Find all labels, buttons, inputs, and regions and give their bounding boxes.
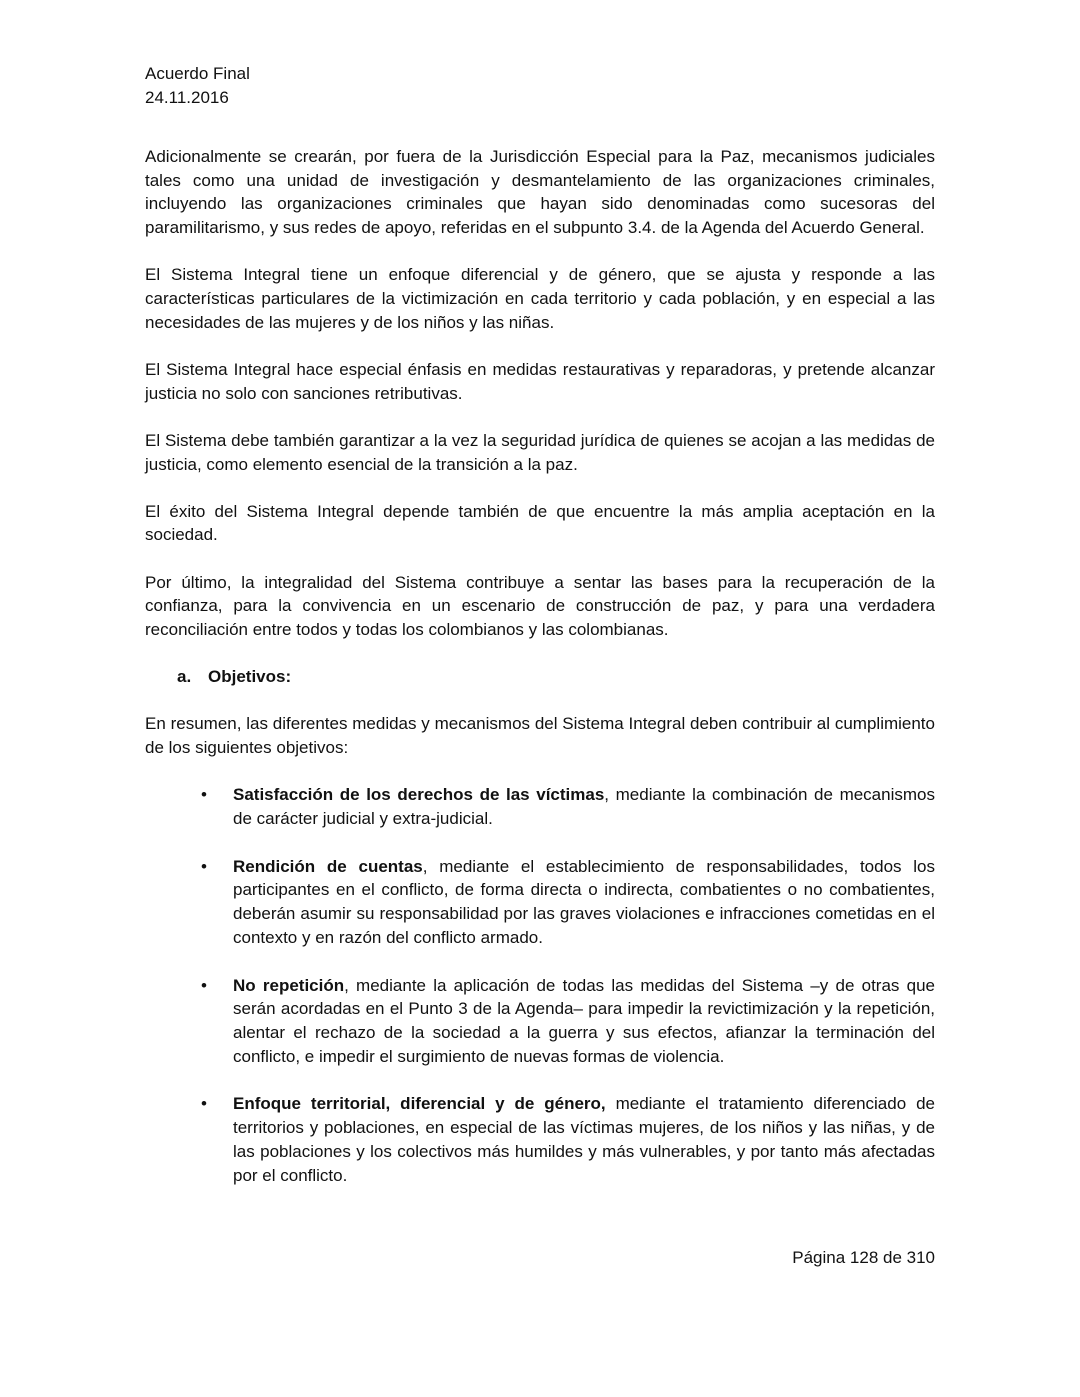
document-date: 24.11.2016 [145, 88, 229, 107]
paragraph: El éxito del Sistema Integral depende también de que encuentre la más amplia aceptación en la sociedad. [145, 501, 935, 545]
paragraph: Adicionalmente se crearán, por fuera de la Jurisdicción Especial para la Paz, mecanismos judiciales tales como una unidad de investigación y desmantelamiento de las organizaciones criminales, incluyendo las organizaciones criminales que hayan sido denominadas como sucesoras del paramilitarismo, y sus redes de apoyo, referidas en el subpunto 3.4. de la Agenda del Acuerdo General. [145, 147, 935, 238]
document-page [145, 62, 935, 1211]
list-item-text: mediante el tratamiento diferenciado de territorios y poblaciones, en especial de las víctimas mujeres, de los niños y las niñas, y de las poblaciones y los colectivos más humildes y más vulnerables, y por tanto más afectadas por el conflicto. [233, 1094, 935, 1185]
page-number: Página 128 de 310 [792, 1248, 935, 1267]
paragraph: El Sistema Integral tiene un enfoque diferencial y de género, que se ajusta y responde a las características particulares de la victimización en cada territorio y cada población, y en especial a las necesidades de las mujeres y de los niños y las niñas. [145, 265, 935, 332]
list-item [145, 1092, 935, 1187]
intro-paragraph: En resumen, las diferentes medidas y mecanismos del Sistema Integral deben contribuir al cumplimiento de los siguientes objetivos: [145, 714, 935, 758]
list-item [145, 783, 935, 830]
list-item-term: Satisfacción de los derechos de las víctimas [233, 785, 605, 805]
document-title: Acuerdo Final [145, 64, 250, 83]
list-item-text: , mediante el establecimiento de responsabilidades, todos los participantes en el conflicto, de forma directa o indirecta, combatientes o no combatientes, deberán asumir su responsabilidad por las graves violaciones e infracciones cometidas en el contexto y en razón del conflicto armado. [233, 856, 936, 947]
list-item-term: Enfoque territorial, diferencial y de género, [233, 1094, 606, 1114]
list-item-term: No repetición [233, 975, 345, 995]
list-item-text: , mediante la combinación de mecanismos de carácter judicial y extra-judicial. [233, 785, 935, 829]
list-item-text: , mediante la aplicación de todas las medidas del Sistema –y de otras que serán acordadas en el Punto 3 de la Agenda– para impedir la revictimización y la repetición, alentar el rechazo de la sociedad a la guerra y sus efectos, afianzar la terminación del conflicto, e impedir el surgimiento de nuevas formas de violencia. [233, 975, 936, 1066]
bullet-icon: • [201, 785, 207, 805]
objectives-list [145, 783, 935, 1187]
paragraph: El Sistema Integral hace especial énfasis en medidas restaurativas y reparadoras, y pretende alcanzar justicia no solo con sanciones retributivas. [145, 359, 935, 403]
list-item [145, 855, 935, 950]
document-header [145, 62, 935, 110]
list-item [145, 974, 935, 1069]
paragraph: Por último, la integralidad del Sistema contribuye a sentar las bases para la recuperación de la confianza, para la convivencia en un escenario de construcción de paz, y para una verdadera reconciliación entre todos y todas los colombianos y las colombianas. [145, 572, 935, 640]
bullet-icon: • [201, 975, 207, 995]
paragraph: El Sistema debe también garantizar a la vez la seguridad jurídica de quienes se acojan a las medidas de justicia, como elemento esencial de la transición a la paz. [145, 430, 935, 474]
section-marker: a. [177, 667, 192, 687]
bullet-icon: • [201, 1094, 207, 1114]
bullet-icon: • [201, 856, 207, 876]
list-item-term: Rendición de cuentas [233, 856, 423, 876]
section-heading [177, 665, 935, 689]
section-title: Objetivos: [208, 667, 292, 687]
